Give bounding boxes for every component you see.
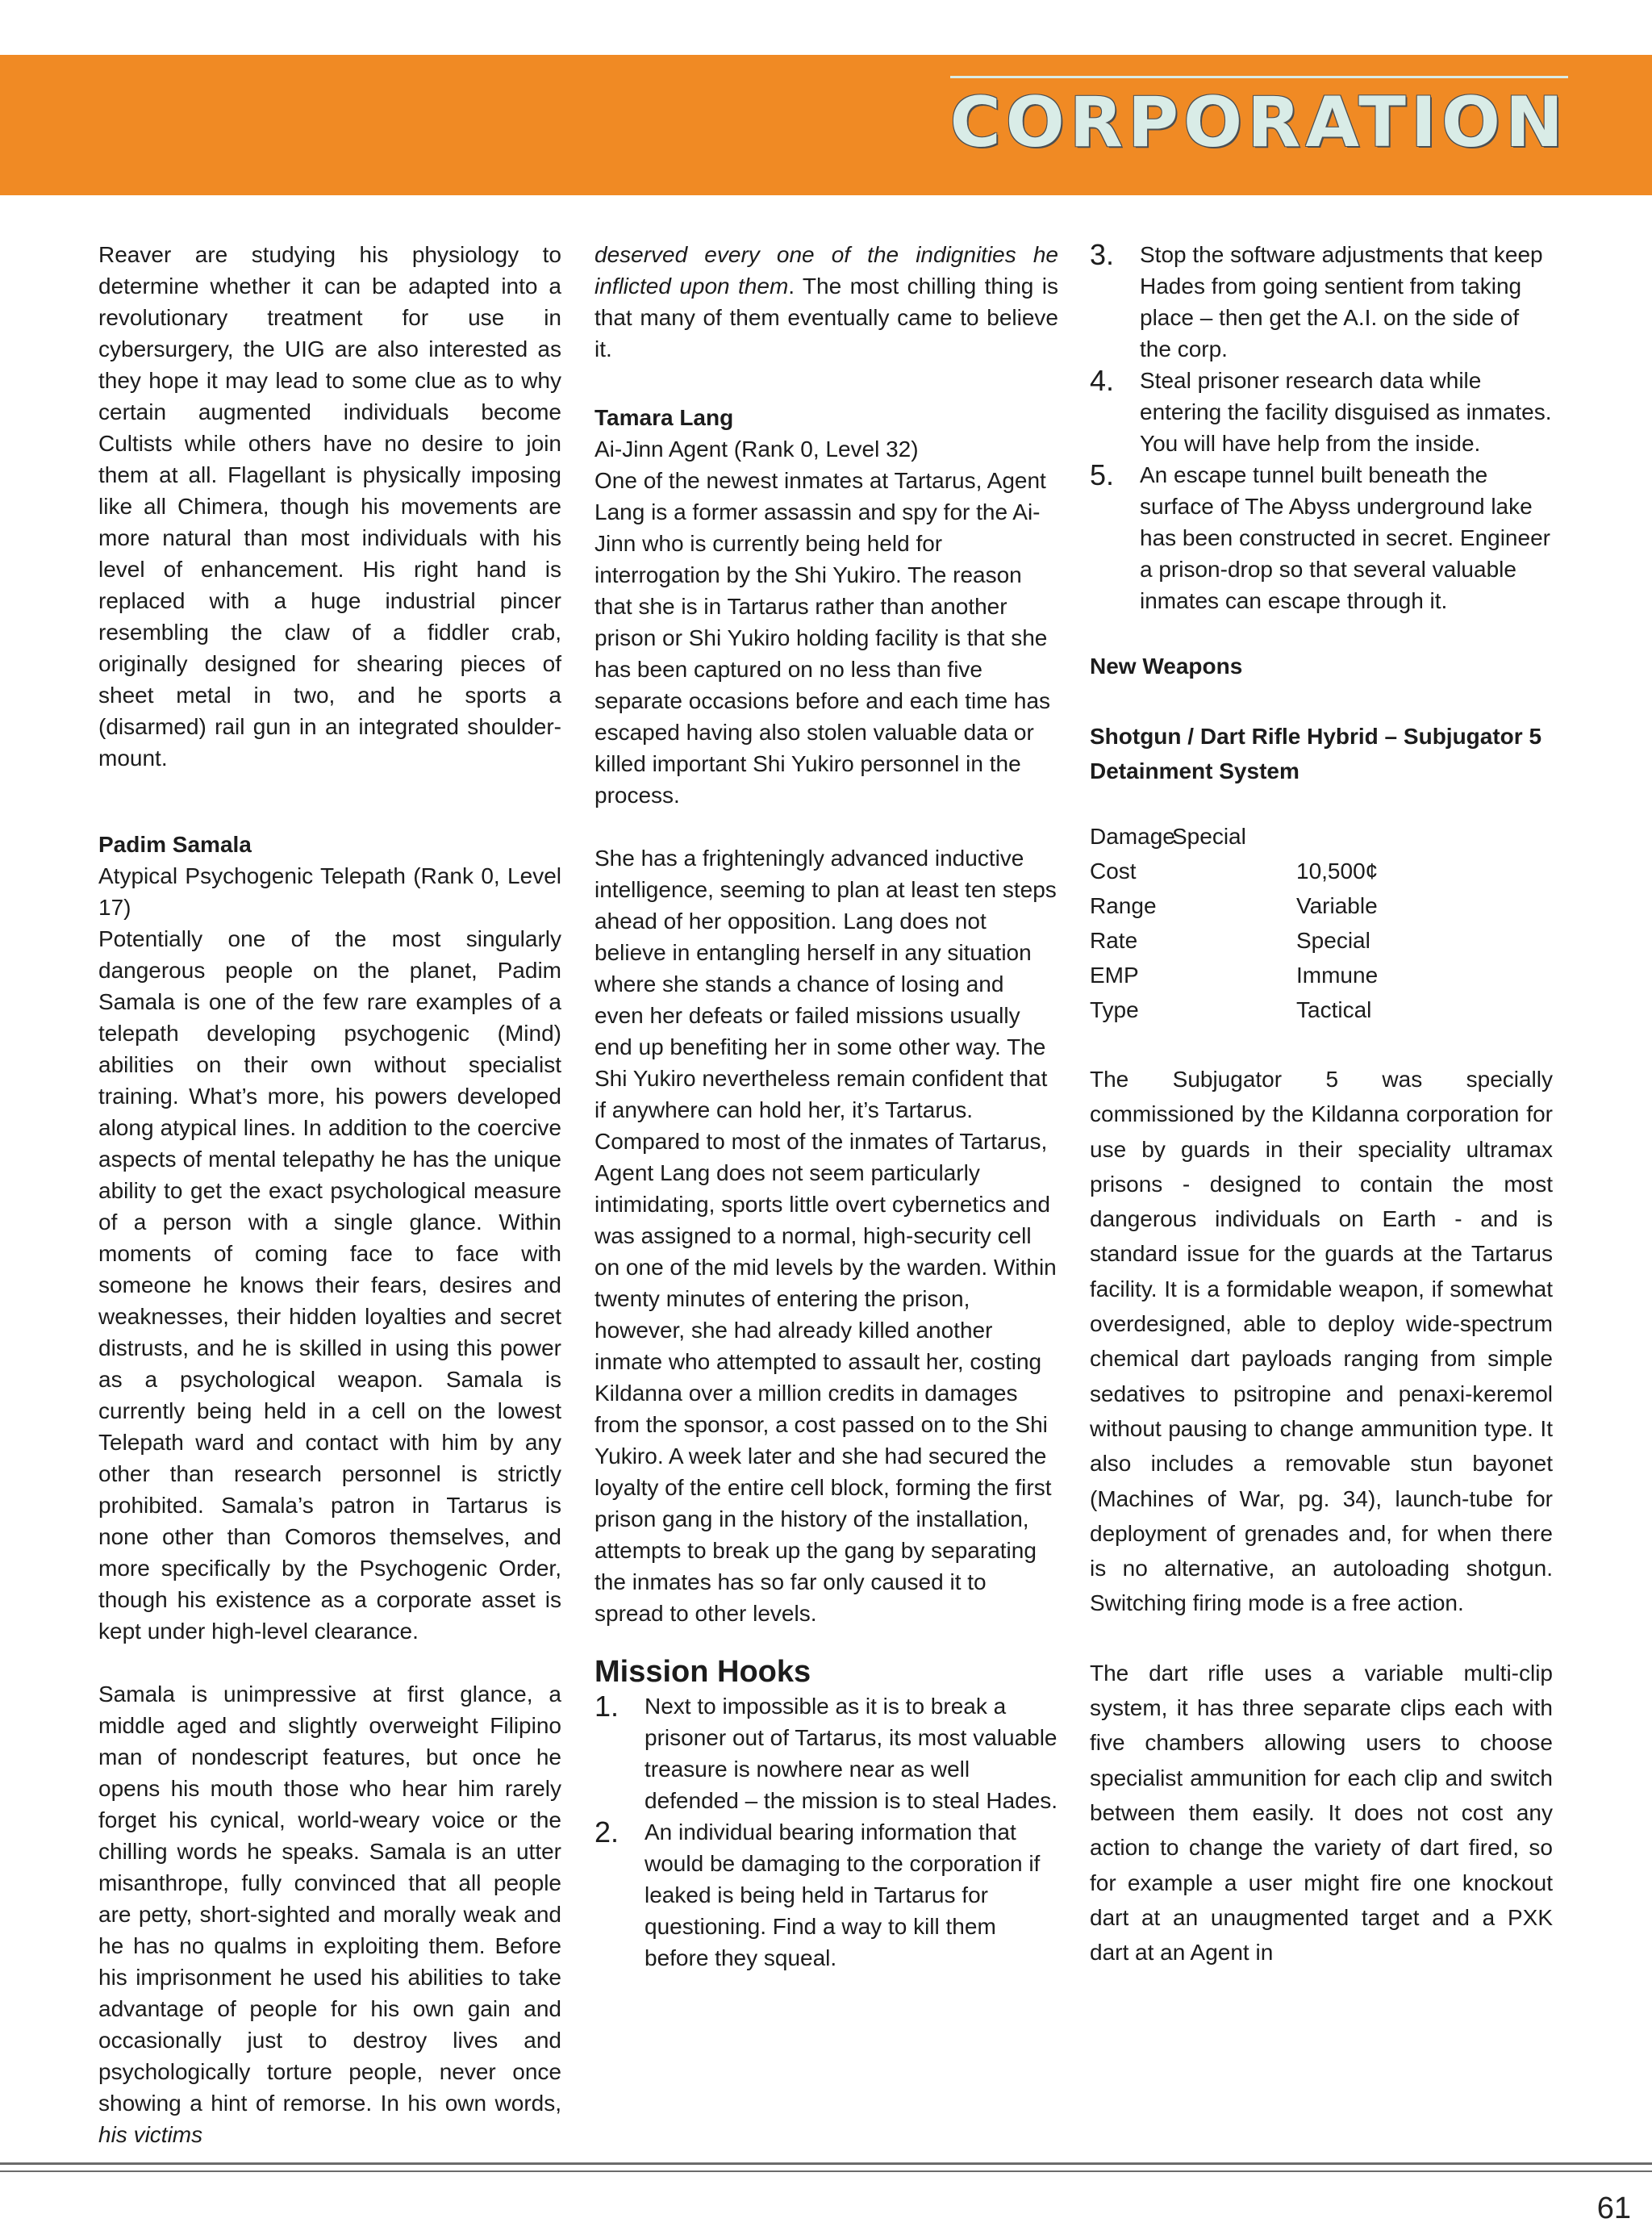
stat-label: Damage <box>1090 824 1175 849</box>
mission-hook-5 <box>1090 459 1553 616</box>
subtitle-padim-samala: Atypical Psychogenic Telepath (Rank 0, Level 17) <box>98 863 561 920</box>
heading-tamara-lang: Tamara Lang <box>594 405 734 430</box>
paragraph-dart-rifle: The dart rifle uses a variable multi-clip system, it has three separate clips each with five chambers allowing users to choose specialist ammunition for each clip and switch between them easily. It does not cost any action to change the variety of dart fired, so for example a user might fire one knockout dart at an unaugmented target and a PXK dart at an Agent in <box>1090 1660 1553 1966</box>
hook-text: An individual bearing information that would be damaging to the corporation if leaked is being held in Tartarus for questioning. Find a way to kill them before they squeal. <box>645 1819 1041 1970</box>
mission-hook-1 <box>594 1690 1058 1816</box>
column-3 <box>1090 239 1553 1970</box>
heading-new-weapons: New Weapons <box>1090 654 1243 679</box>
weapon-stats-table <box>1090 821 1553 1026</box>
hook-number: 5. <box>1090 458 1115 491</box>
stat-label: Range <box>1090 893 1157 918</box>
subtitle-tamara-lang: Ai-Jinn Agent (Rank 0, Level 32) <box>594 437 919 462</box>
footer-rule-top <box>0 2162 1652 2165</box>
hook-number: 4. <box>1090 364 1115 397</box>
paragraph-samala-1: Potentially one of the most singularly dangerous people on the planet, Padim Samala is one of the few rare examples of a telepath developing psychogenic (Mind) abilities on their own without specialist training. What’s more, his powers developed along atypical lines. In addition to the coercive aspects of mental telepathy he has the unique ability to get the exact psychological measure of a person with a single glance. Within moments of coming face to face with someone he knows their fears, desires and weaknesses, their hidden loyalties and secret distrusts, and he is skilled in using this power as a psychological weapon. Samala is currently being held in a cell on the lowest Telepath ward and contact with him by any other than research personnel is strictly prohibited. Samala’s patron in Tartarus is none other than Comoros themselves, and more specifically by the Psychogenic Order, though his existence as a corporate asset is kept under high-level clearance. <box>98 926 561 1644</box>
paragraph-indignities-text: . The most chilling thing is that many of them eventually came to believe it. <box>594 274 1058 361</box>
header-banner <box>0 55 1652 195</box>
stat-value: Immune <box>1296 963 1379 988</box>
column-2 <box>594 239 1058 1974</box>
footer-rule-bottom <box>0 2170 1652 2172</box>
hook-text: Next to impossible as it is to break a prisoner out of Tartarus, its most valuable treasure is nowhere near as well defended – the mission is to steal Hades. <box>645 1694 1058 1813</box>
paragraph-lang-1: One of the newest inmates at Tartarus, Agent Lang is a former assassin and spy for the Ai-Jinn who is currently being held for interrogation by the Shi Yukiro. The reason that she is in Tartarus rather than another prison or Shi Yukiro holding facility is that she has been captured on no less than five separate occasions before and each time has escaped having also stolen valuable data or killed important Shi Yukiro personnel in the process. <box>594 468 1051 808</box>
paragraph-subjugator: The Subjugator 5 was specially commissioned by the Kildanna corporation for use by guards in their speciality ultramax prisons - designed to contain the most dangerous individuals on Earth - and is standard issue for the guards at the Tartarus facility. It is a formidable weapon, if somewhat overdesigned, able to deploy wide-spectrum chemical dart payloads ranging from simple sedatives to psitropine and penaxi-keremol without pausing to change ammunition type. It also includes a removable stun bayonet (Machines of War, pg. 34), launch-tube for deployment of grenades and, for when there is no alternative, an autoloading shotgun. Switching firing mode is a free action. <box>1090 1067 1553 1616</box>
paragraph-lang-2: She has a frighteningly advanced inductive intelligence, seeming to plan at least ten steps ahead of her opposition. Lang does not believe in entangling herself in any situation where she stands a chance of losing and even her defeats or failed missions usually end up benefiting her in some other way. The Shi Yukiro nevertheless remain confident that if anywhere can hold her, it’s Tartarus. Compared to most of the inmates of Tartarus, Agent Lang does not seem particularly intimidating, sports little overt cybernetics and was assigned to a normal, high-security cell on one of the mid levels by the warden. Within twenty minutes of entering the prison, however, she had already killed another inmate who attempted to assault her, costing Kildanna over a million credits in damages from the sponsor, a cost passed on to the Shi Yukiro. A week later and she had secured the loyalty of the entire cell block, forming the first prison gang in the history of the installation, attempts to break up the gang by separating the inmates has so far only caused it to spread to other levels. <box>594 846 1057 1626</box>
stat-value: Special <box>1172 824 1246 849</box>
heading-weapon-title: Shotgun / Dart Rifle Hybrid – Subjugator 5 Detainment System <box>1090 724 1542 783</box>
column-1 <box>98 239 561 2150</box>
stat-value: Tactical <box>1296 997 1372 1022</box>
hook-text: Steal prisoner research data while entering the facility disguised as inmates. You will have help from the inside. <box>1140 368 1552 456</box>
paragraph-indignities <box>594 239 1058 365</box>
stat-value: Variable <box>1296 893 1378 918</box>
stat-label: Rate <box>1090 928 1138 953</box>
paragraph-reaver: Reaver are studying his physiology to determine whether it can be adapted into a revolutionary treatment for use in cybersurgery, the UIG are also interested as they hope it may lead to some clue as to why certain augmented individuals become Cultists while others have no desire to join them at all. Flagellant is physically imposing like all Chimera, though his movements are more natural than most individuals with his level of enhancement. His right hand is replaced with a huge industrial pincer resembling the claw of a fiddler crab, originally designed for shearing pieces of sheet metal in two, and he sports a (disarmed) rail gun in an integrated shoulder-mount. <box>98 242 561 771</box>
paragraph-samala-2 <box>98 1678 561 2150</box>
paragraph-samala-2-text: Samala is unimpressive at first glance, a middle aged and slightly overweight Filipino man of nondescript features, but once he opens his mouth those who hear him rarely forget his cynical, world-weary voice or the chilling words he speaks. Samala is an utter misanthrope, fully convinced that all people are petty, short-sighted and morally weak and he has no qualms in exploiting them. Before his imprisonment he used his abilities to take advantage of people for his own gain and occasionally just to destroy lives and psychologically torture people, never once showing a hint of remorse. In his own words, <box>98 1682 561 2116</box>
heading-padim-samala: Padim Samala <box>98 832 252 857</box>
stat-label: Type <box>1090 997 1139 1022</box>
mission-hook-2 <box>594 1816 1058 1974</box>
paragraph-indignities-italic: deserved every one of the indignities he inflicted upon them <box>594 242 1058 299</box>
hook-text: Stop the software adjustments that keep Hades from going sentient from taking place – then get the A.I. on the side of the corp. <box>1140 242 1543 361</box>
stat-value: Special <box>1296 928 1370 953</box>
page-number: 61 <box>1596 2191 1631 2225</box>
mission-hook-4 <box>1090 365 1553 459</box>
hook-number: 2. <box>594 1815 620 1849</box>
hook-text: An escape tunnel built beneath the surface of The Abyss underground lake has been constructed in secret. Engineer a prison-drop so that several valuable inmates can escape through it. <box>1140 462 1550 613</box>
stat-value: 10,500¢ <box>1296 859 1379 884</box>
paragraph-samala-2-italic: his victims <box>98 2122 203 2147</box>
hook-number: 3. <box>1090 238 1115 271</box>
stat-label: EMP <box>1090 963 1139 988</box>
chapter-title: CORPORATION <box>949 82 1568 163</box>
stat-label: Cost <box>1090 859 1137 884</box>
heading-mission-hooks: Mission Hooks <box>594 1655 811 1689</box>
hook-number: 1. <box>594 1690 620 1723</box>
mission-hook-3 <box>1090 239 1553 365</box>
